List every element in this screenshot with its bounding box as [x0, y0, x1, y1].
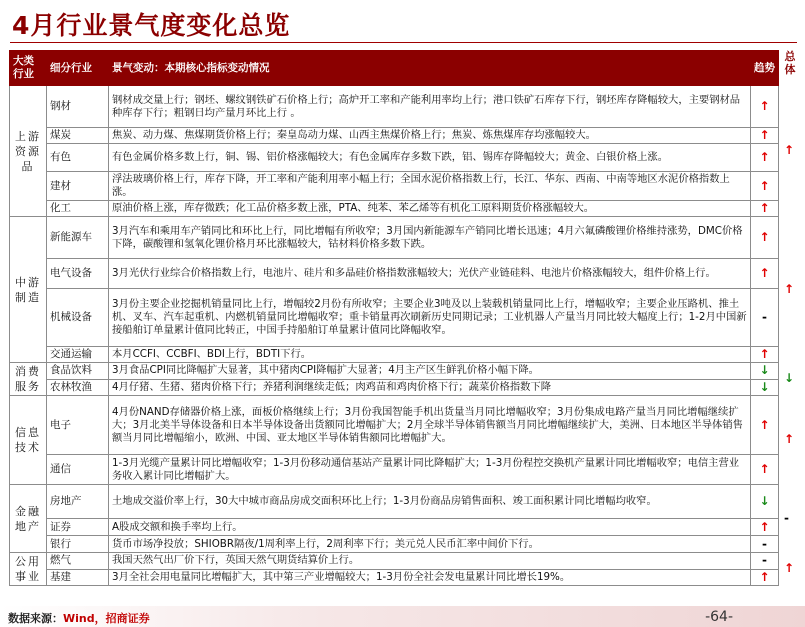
- table-row: [10, 553, 779, 570]
- table-row: [10, 347, 779, 363]
- trend-flat-icon: -: [751, 289, 779, 347]
- table-row: [10, 455, 779, 485]
- trend-up-icon: ↑: [751, 128, 779, 144]
- header-indicator-change: 景气变动：本期核心指标变动情况: [109, 51, 751, 86]
- table-row: [10, 396, 779, 455]
- table-header-row: [10, 51, 779, 86]
- indicator-change-cell: 4月份NAND存储器价格上涨，面板价格继续上行；3月份我国智能手机出货量当月同比增幅收窄；3月份集成电路产量当月同比增幅继续扩大；3月北美半导体设备和日本半导体设备出货额同比增幅扩大；2月全球半导体销售额当月同比增幅继续扩大，美洲、日本地区半导体销售额当月同比增幅缩小，欧洲、中国、亚太地区半导体销售额同比增幅扩大。: [109, 396, 751, 455]
- sub-industry-cell: 交通运输: [47, 347, 109, 363]
- major-industry-cell: 金融地产: [10, 485, 47, 553]
- sub-industry-cell: 新能源车: [47, 217, 109, 259]
- sub-industry-cell: 通信: [47, 455, 109, 485]
- industry-table: [9, 50, 779, 586]
- trend-up-icon: ↑: [751, 144, 779, 172]
- major-industry-cell: 上游资源品: [10, 86, 47, 217]
- sub-industry-cell: 房地产: [47, 485, 109, 519]
- indicator-change-cell: 3月份主要企业挖掘机销量同比上行，增幅较2月份有所收窄；主要企业3吨及以上装载机销量同比上行，增幅收窄；主要企业压路机、推土机、叉车、汽车起重机、内燃机销量同比增幅收窄；重卡销量再次刷新历史同期记录；工业机器人产量当月同比较大幅度上行；1-2月中国新接船舶订单量累计值同比转正，中国手持船舶订单量累计值同比降幅收窄。: [109, 289, 751, 347]
- table-row: [10, 379, 779, 396]
- table-row: [10, 128, 779, 144]
- indicator-change-cell: 3月汽车和乘用车产销同比和环比上行，同比增幅有所收窄；3月国内新能源车产销同比增长迅速；4月六氟磷酸锂价格维持涨势，DMC价格下降，碳酸锂和氢氧化锂价格月环比涨幅较大，钴材料价格多数下跌。: [109, 217, 751, 259]
- table-row: [10, 363, 779, 380]
- indicator-change-cell: 土地成交溢价率上行，30大中城市商品房成交面积环比上行；1-3月份商品房销售面积、竣工面积累计同比增幅均收窄。: [109, 485, 751, 519]
- trend-up-icon: ↑: [751, 172, 779, 201]
- indicator-change-cell: 浮法玻璃价格上行，库存下降，开工率和产能利用率小幅上行；全国水泥价格指数上行，长江、华东、西南、中南等地区水泥价格指数上涨。: [109, 172, 751, 201]
- indicator-change-cell: 原油价格上涨，库存微跌；化工品价格多数上涨，PTA、纯苯、苯乙烯等有机化工原料期货价格涨幅较大。: [109, 201, 751, 217]
- indicator-change-cell: 1-3月光缆产量累计同比增幅收窄；1-3月份移动通信基站产量累计同比降幅扩大；1-3月份程控交换机产量累计同比增幅收窄；电信主营业务收入累计同比增幅扩大。: [109, 455, 751, 485]
- sub-industry-cell: 基建: [47, 569, 109, 586]
- table-row: [10, 86, 779, 128]
- sub-industry-cell: 煤炭: [47, 128, 109, 144]
- major-industry-cell: 中游制造: [10, 217, 47, 363]
- major-industry-cell: 消费服务: [10, 363, 47, 396]
- sub-industry-cell: 食品饮料: [47, 363, 109, 380]
- header-trend: 趋势: [751, 51, 779, 86]
- indicator-change-cell: 有色金属价格多数上行，铜、锡、铝价格涨幅较大；有色金属库存多数下跌，铝、锡库存降幅较大；黄金、白银价格上涨。: [109, 144, 751, 172]
- sub-industry-cell: 建材: [47, 172, 109, 201]
- major-industry-cell: 公用事业: [10, 553, 47, 586]
- indicator-change-cell: 3月光伏行业综合价格指数上行，电池片、硅片和多晶硅价格指数涨幅较大；光伏产业链硅料、电池片价格涨幅较大，组件价格上行。: [109, 259, 751, 289]
- indicator-change-cell: 我国天然气出厂价下行，英国天然气期货结算价上行。: [109, 553, 751, 570]
- indicator-change-cell: A股成交额和换手率均上行。: [109, 519, 751, 536]
- page-title: 4月行业景气度变化总览: [12, 11, 291, 40]
- sub-industry-cell: 机械设备: [47, 289, 109, 347]
- trend-down-icon: ↓: [751, 485, 779, 519]
- indicator-change-cell: 4月仔猪、生猪、猪肉价格下行；养猪利润继续走低；肉鸡苗和鸡肉价格下行；蔬菜价格指数下降: [109, 379, 751, 396]
- indicator-change-cell: 货币市场净投放；SHIOBR隔夜/1周利率上行，2周利率下行；美元兑人民币汇率中间价下行。: [109, 536, 751, 553]
- indicator-change-cell: 钢材成交量上行；钢坯、螺纹钢铁矿石价格上行；高炉开工率和产能利用率均上行；港口铁矿石库存下行，钢坯库存降幅较大，主要钢材品种库存下行；粗钢日均产量月环比上行 。: [109, 86, 751, 128]
- sub-industry-cell: 钢材: [47, 86, 109, 128]
- header-overall: 总体: [784, 50, 796, 76]
- trend-flat-icon: -: [751, 536, 779, 553]
- sub-industry-cell: 化工: [47, 201, 109, 217]
- overall-up-icon: ↑: [784, 281, 795, 296]
- page-number: -64-: [705, 609, 733, 625]
- header-sub-industry: 细分行业: [47, 51, 109, 86]
- sub-industry-cell: 证券: [47, 519, 109, 536]
- table-row: [10, 485, 779, 519]
- table-row: [10, 201, 779, 217]
- source-label: 数据来源：: [8, 612, 63, 625]
- trend-up-icon: ↑: [751, 569, 779, 586]
- overall-up-icon: ↑: [784, 432, 795, 446]
- indicator-change-cell: 3月全社会用电量同比增幅扩大，其中第三产业增幅较大；1-3月份全社会发电量累计同比增长19%。: [109, 569, 751, 586]
- trend-up-icon: ↑: [751, 455, 779, 485]
- table-row: [10, 519, 779, 536]
- source-brand: Wind，招商证券: [63, 612, 150, 625]
- sub-industry-cell: 电子: [47, 396, 109, 455]
- sub-industry-cell: 燃气: [47, 553, 109, 570]
- overall-down-icon: ↓: [784, 371, 795, 385]
- sub-industry-cell: 农林牧渔: [47, 379, 109, 396]
- overall-flat-icon: -: [784, 510, 789, 525]
- trend-up-icon: ↑: [751, 259, 779, 289]
- header-major-industry: 大类行业: [10, 51, 47, 86]
- table-row: [10, 259, 779, 289]
- table-row: [10, 289, 779, 347]
- indicator-change-cell: 本月CCFI、CCBFI、BDI上行，BDTI下行。: [109, 347, 751, 363]
- trend-down-icon: ↓: [751, 363, 779, 380]
- trend-up-icon: ↑: [751, 201, 779, 217]
- title-divider: [10, 42, 797, 43]
- indicator-change-cell: 3月食品CPI同比降幅扩大显著，其中猪肉CPI降幅扩大显著；4月主产区生鲜乳价格小幅下降。: [109, 363, 751, 380]
- sub-industry-cell: 银行: [47, 536, 109, 553]
- major-industry-cell: 信息技术: [10, 396, 47, 485]
- footer-source: [8, 610, 150, 626]
- table-row: [10, 172, 779, 201]
- table-row: [10, 144, 779, 172]
- trend-up-icon: ↑: [751, 396, 779, 455]
- table-row: [10, 569, 779, 586]
- table-body: [10, 86, 779, 586]
- indicator-change-cell: 焦炭、动力煤、焦煤期货价格上行；秦皇岛动力煤、山西主焦煤价格上行；焦炭、炼焦煤库存均涨幅较大。: [109, 128, 751, 144]
- trend-flat-icon: -: [751, 553, 779, 570]
- table-row: [10, 217, 779, 259]
- sub-industry-cell: 有色: [47, 144, 109, 172]
- overall-up-icon: ↑: [784, 561, 795, 575]
- sub-industry-cell: 电气设备: [47, 259, 109, 289]
- table-row: [10, 536, 779, 553]
- trend-up-icon: ↑: [751, 217, 779, 259]
- trend-up-icon: ↑: [751, 347, 779, 363]
- trend-down-icon: ↓: [751, 379, 779, 396]
- trend-up-icon: ↑: [751, 519, 779, 536]
- trend-up-icon: ↑: [751, 86, 779, 128]
- overall-up-icon: ↑: [784, 143, 795, 157]
